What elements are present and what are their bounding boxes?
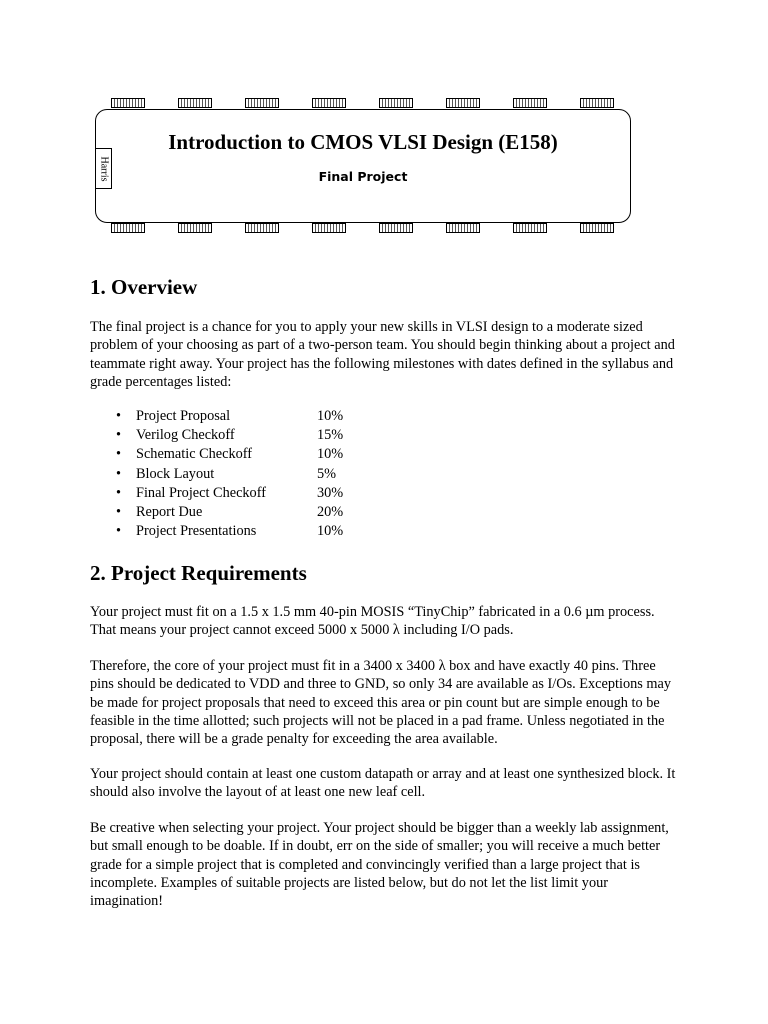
chip-pin (178, 98, 212, 108)
document-subtitle: Final Project (318, 169, 408, 184)
bullet-icon: • (116, 484, 122, 501)
milestone-label: Block Layout (136, 465, 215, 482)
chip-pin (446, 223, 480, 233)
milestone-percent: 5% (317, 465, 337, 482)
chip-pin (580, 223, 614, 233)
chip-pin (379, 98, 413, 108)
chip-pin (245, 98, 279, 108)
chip-pin (178, 223, 212, 233)
chip-pin (312, 98, 346, 108)
bullet-icon: • (116, 408, 122, 424)
document-title: Introduction to CMOS VLSI Design (E158) (168, 130, 558, 154)
milestone-label: Project Presentations (136, 523, 257, 540)
requirements-paragraph: Your project must fit on a 1.5 x 1.5 mm 40-pin MOSIS “TinyChip” fabricated in a 0.6 µm process. That means your project cannot exceed 5000 x 5000 λ including I/O pads. (90, 604, 655, 639)
chip-header-box (95, 109, 631, 223)
requirements-paragraph: Your project should contain at least one custom datapath or array and at least one synthesized block. It should also involve the layout of at least one new leaf cell. (90, 766, 676, 801)
bullet-icon: • (116, 427, 122, 444)
milestone-label: Verilog Checkoff (136, 427, 235, 444)
bullet-icon: • (116, 523, 122, 540)
chip-pin (513, 98, 547, 108)
chip-pin (379, 223, 413, 233)
chip-pin (111, 223, 145, 233)
overview-heading: 1. Overview (90, 275, 198, 299)
chip-pin (513, 223, 547, 233)
author-side-label: Harris (98, 156, 109, 181)
milestone-label: Project Proposal (136, 408, 231, 424)
overview-paragraph: The final project is a chance for you to apply your new skills in VLSI design to a moderate sized problem of your choosing as part of a two-person team. You should begin thinking about a project and teammate right away. Your project has the following milestones with dates defined in the syllabus and grade percentages listed: (90, 319, 675, 390)
milestone-label: Final Project Checkoff (136, 484, 266, 501)
chip-pin (111, 98, 145, 108)
milestone-percent: 30% (317, 484, 344, 501)
requirements-paragraph: Therefore, the core of your project must fit in a 3400 x 3400 λ box and have exactly 40 pins. Three pins should be dedicated to VDD and three to GND, so only 34 are available as I/Os. Exceptions may be made for project proposals that need to exceed this area or pin count but are simple enough to be feasible in the time allotted; such projects will not be placed in a pad frame. Unless negotiated in the proposal, there will be a grade penalty for exceeding the area available. (90, 658, 672, 748)
chip-pin (245, 223, 279, 233)
bullet-icon: • (116, 503, 122, 520)
chip-pin (312, 223, 346, 233)
milestone-percent: 10% (317, 408, 344, 424)
requirements-paragraph: Be creative when selecting your project. Your project should be bigger than a weekly lab assignment, but small enough to be doable. If in doubt, err on the side of smaller; you will receive a much better grade for a simple project that is completed and convincingly verified than a large project that is incomplete. Examples of suitable projects are listed below, but do not let the list limit your imagination! (90, 820, 669, 910)
milestone-label: Schematic Checkoff (136, 446, 253, 463)
chip-pin (446, 98, 480, 108)
chip-pin (580, 98, 614, 108)
milestone-percent: 20% (317, 503, 344, 520)
milestone-label: Report Due (136, 503, 203, 520)
milestone-percent: 15% (317, 427, 344, 444)
requirements-heading: 2. Project Requirements (90, 561, 307, 585)
milestone-percent: 10% (317, 523, 344, 540)
bullet-icon: • (116, 446, 122, 463)
bullet-icon: • (116, 465, 122, 482)
milestone-percent: 10% (317, 446, 344, 463)
